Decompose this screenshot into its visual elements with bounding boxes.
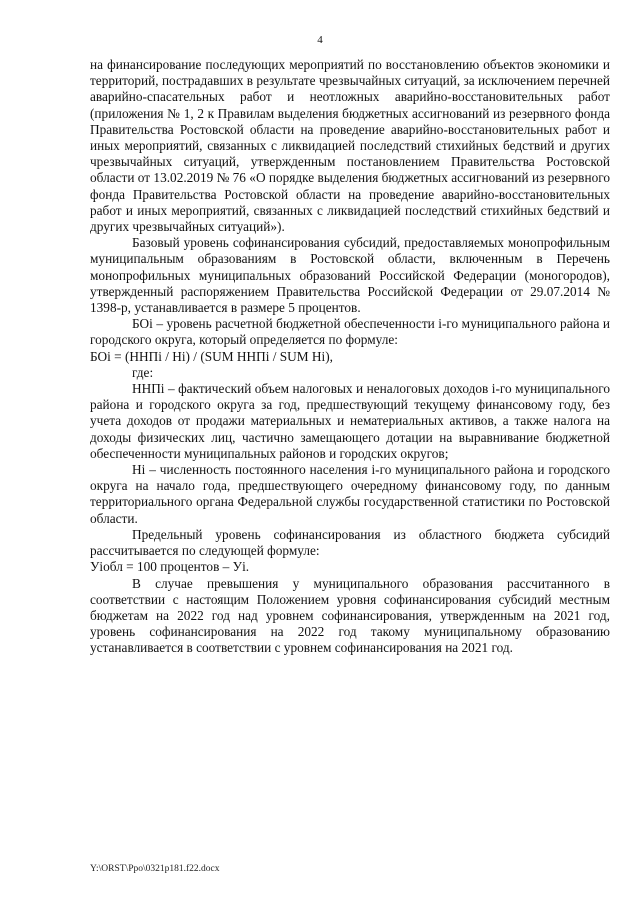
paragraph-n-definition: Нi – численность постоянного населения i-го муниципального района и городского округа на начало года, предшествующего очередному финансовому году, по данным территориального органа Федеральной службы государственной статистики по Ростовской области. bbox=[90, 462, 610, 526]
formula-limit: Уiобл = 100 процентов – Уi. bbox=[90, 559, 250, 575]
paragraph-excess-case: В случае превышения у муниципального образования рассчитанного в соответствии с настоящим Положением уровня софинансирования субсидий местным бюджетам на 2022 год над уровнем софинансирования, утвержденным на 2021 год, уровень софинансирования на 2022 год такому муниципальному образованию устанавливается в соответствии с уровнем софинансирования на 2021 год. bbox=[90, 575, 610, 656]
document-body bbox=[90, 57, 610, 657]
paragraph-bo-definition: БОi – уровень расчетной бюджетной обеспеченности i-го муниципального района и городского округа, который определяется по формуле: bbox=[90, 316, 610, 348]
paragraph-nnp-definition: ННПi – фактический объем налоговых и неналоговых доходов i-го муниципального района и городского округа за год, предшествующий текущему финансовому году, без учета доходов от продажи материальных и нематериальных активов, а также налога на доходы физических лиц, частично замещающего дотации на выравнивание бюджетной обеспеченности муниципальных районов и городских округов; bbox=[90, 381, 610, 461]
paragraph-limit-level: Предельный уровень софинансирования из областного бюджета субсидий рассчитывается по следующей формуле: bbox=[90, 526, 610, 559]
footer-file-path: Y:\ORST\Ppo\0321p181.f22.docx bbox=[90, 864, 220, 874]
paragraph-base-level: Базовый уровень софинансирования субсидий, предоставляемых монопрофильным муниципальным образованиям в Ростовской области, включенным в Перечень монопрофильных муниципальных образований Российской Федерации (моногородов), утвержденный распоряжением Правительства Российской Федерации от 29.07.2014 № 1398-р, устанавливается в размере 5 процентов. bbox=[90, 235, 610, 316]
paragraph-where: где: bbox=[132, 364, 154, 380]
paragraph-continuation: на финансирование последующих мероприятий по восстановлению объектов экономики и территорий, пострадавших в результате чрезвычайных ситуаций, за исключением перечней аварийно-спасательных работ и неотложных аварийно-восстановительных работ (приложения № 1, 2 к Правилам выделения бюджетных ассигнований из резервного фонда Правительства Ростовской области на проведение аварийно-восстановительных работ и иных мероприятий, связанных с ликвидацией последствий стихийных бедствий и других чрезвычайных ситуаций, утвержденным постановлением Правительства Ростовской области от 13.02.2019 № 76 «О порядке выделения бюджетных ассигнований из резервного фонда Правительства Ростовской области на проведение аварийно-восстановительных работ и иных мероприятий, связанных с ликвидацией последствий стихийных бедствий и других чрезвычайных ситуаций»). bbox=[90, 57, 610, 235]
formula-bo: БОi = (ННПi / Нi) / (SUM ННПi / SUM Нi), bbox=[90, 348, 333, 364]
page-number: 4 bbox=[317, 34, 323, 46]
